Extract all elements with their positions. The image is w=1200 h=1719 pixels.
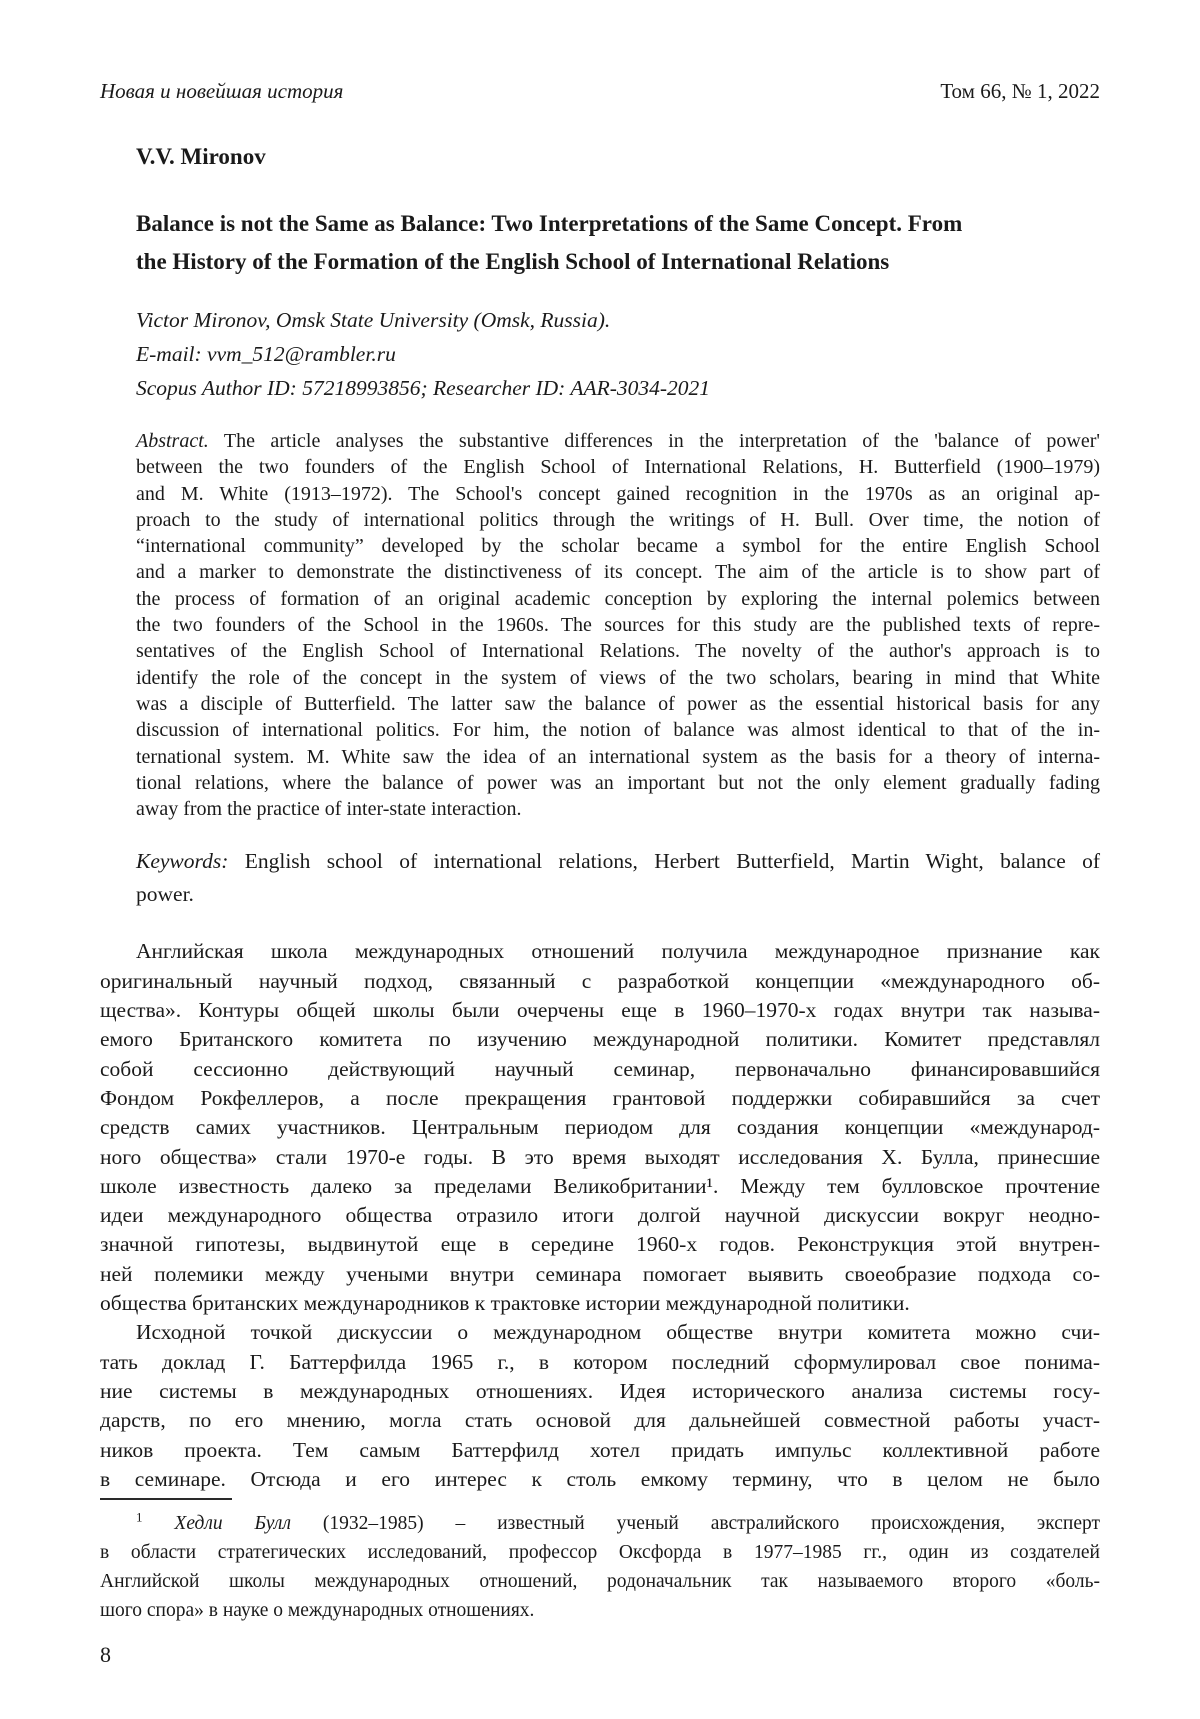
abstract-text-line: was a disciple of Butterfield. The latter saw the balance of power as the essential historical basis for any bbox=[136, 692, 1100, 715]
body-paragraph-1 bbox=[100, 937, 1100, 1318]
body-text-line: общества британских международников к трактовке истории международной политики. bbox=[100, 1291, 910, 1316]
abstract-text-line: ternational system. M. White saw the idea of an international system as the basis for a theory of interna- bbox=[136, 745, 1100, 768]
abstract-text-line: the two founders of the School in the 1960s. The sources for this study are the published texts of repre- bbox=[136, 614, 1100, 637]
abstract-text-line: sentatives of the English School of International Relations. The novelty of the author's approach is to bbox=[136, 640, 1100, 663]
affiliation-line: Victor Mironov, Omsk State University (Omsk, Russia). bbox=[136, 308, 611, 332]
keywords-first-line bbox=[136, 845, 1100, 878]
journal-name: Новая и новейшая история bbox=[100, 79, 344, 103]
abstract-text-line: “international community” developed by the scholar became a symbol for the entire English School bbox=[136, 535, 1100, 558]
body-text-line: ней полемики между учеными внутри семинара помогает выявить своеобразие подхода со- bbox=[100, 1261, 1100, 1286]
body-text-line: ного общества» стали 1970-е годы. В это время выходят исследования Х. Булла, принесшие bbox=[100, 1144, 1100, 1169]
author-name: V.V. Mironov bbox=[136, 144, 266, 169]
abstract-text-line: tional relations, where the balance of power was an important but not the only element gradually fading bbox=[136, 771, 1100, 794]
body-text-line: дарств, по его мнению, могла стать основой для дальнейшей совместной работы участ- bbox=[100, 1408, 1100, 1433]
footnote-marker: 1 bbox=[136, 1509, 143, 1525]
title-line: Balance is not the Same as Balance: Two Interpretations of the Same Concept. From bbox=[136, 211, 963, 236]
abstract-text-line: between the two founders of the English School of International Relations, H. Butterfield (1900–1979) bbox=[136, 456, 1100, 479]
page-number: 8 bbox=[100, 1642, 111, 1668]
article-title bbox=[136, 205, 1100, 281]
footnote-separator-rule bbox=[100, 1498, 232, 1500]
abstract-text-line: and a marker to demonstrate the distinctiveness of its concept. The aim of the article is to show part of bbox=[136, 561, 1100, 584]
body-text-line: собой сессионно действующий научный семинар, первоначально финансировавшийся bbox=[100, 1056, 1100, 1081]
footnote-first-line-text: (1932–1985) – известный ученый австралийского происхождения, эксперт bbox=[322, 1513, 1101, 1535]
title-line: the History of the Formation of the English School of International Relations bbox=[136, 249, 890, 274]
keywords-last-line: power. bbox=[136, 882, 194, 907]
body-text-line: оригинальный научный подход, связанный с разработкой концепции «международного об- bbox=[100, 968, 1100, 993]
affiliation-line: E-mail: vvm_512@rambler.ru bbox=[136, 342, 396, 366]
body-text-line: значной гипотезы, выдвинутой еще в середине 1960-х годов. Реконструкция этой внутрен- bbox=[100, 1232, 1100, 1257]
article-body bbox=[100, 937, 1100, 1494]
keywords-label: Keywords: bbox=[136, 849, 229, 874]
body-text-line: щества». Контуры общей школы были очерчены еще в 1960–1970-х годах внутри так называ- bbox=[100, 998, 1100, 1023]
body-text-line: ние системы в международных отношениях. Идея исторического анализа системы госу- bbox=[100, 1378, 1100, 1403]
body-text-line: идеи международного общества отразило итоги долгой научной дискуссии вокруг неодно- bbox=[100, 1203, 1100, 1228]
footnote-person-name: Хедли Булл bbox=[174, 1513, 291, 1535]
body-text-line: средств самих участников. Центральным периодом для создания концепции «международ- bbox=[100, 1115, 1100, 1140]
footnote-lines bbox=[100, 1538, 1100, 1625]
abstract-label: Abstract. bbox=[136, 430, 209, 452]
body-text-line: Английская школа международных отношений получила международное признание как bbox=[136, 939, 1100, 964]
footnote-text-line: шого спора» в науке о международных отношениях. bbox=[100, 1600, 535, 1622]
footnote-text-line: в области стратегических исследований, профессор Оксфорда в 1977–1985 гг., один из создателей bbox=[100, 1542, 1100, 1564]
body-paragraph-2 bbox=[100, 1318, 1100, 1494]
body-text-line: Фондом Рокфеллеров, а после прекращения грантовой поддержки собиравшийся за счет bbox=[100, 1085, 1100, 1110]
footnote-text-line: Английской школы международных отношений, родоначальник так называемого второго «боль- bbox=[100, 1571, 1100, 1593]
body-text-line: тать доклад Г. Баттерфилда 1965 г., в котором последний сформулировал свое понима- bbox=[100, 1349, 1100, 1374]
abstract-text-line: the process of formation of an original academic conception by exploring the internal polemics between bbox=[136, 587, 1100, 610]
running-header bbox=[100, 78, 1100, 104]
keywords-first-line-text: English school of international relations, Herbert Butterfield, Martin Wight, balance of bbox=[244, 849, 1101, 874]
affiliation-block bbox=[136, 303, 1100, 405]
body-text-line: емого Британского комитета по изучению международной политики. Комитет представлял bbox=[100, 1027, 1100, 1052]
keywords-section bbox=[136, 845, 1100, 911]
volume-issue-info: Том 66, № 1, 2022 bbox=[940, 79, 1100, 103]
affiliation-line: Scopus Author ID: 57218993856; Researcher ID: AAR-3034-2021 bbox=[136, 376, 711, 400]
abstract-text-line: and M. White (1913–1972). The School's concept gained recognition in the 1970s as an original ap- bbox=[136, 482, 1100, 505]
abstract-lines bbox=[136, 454, 1100, 822]
body-text-line: ников проекта. Тем самым Баттерфилд хотел придать импульс коллективной работе bbox=[100, 1437, 1100, 1462]
abstract-text-line: discussion of international politics. For him, the notion of balance was almost identical to that of the in- bbox=[136, 719, 1100, 742]
abstract-text-line: identify the role of the concept in the system of views of the two scholars, bearing in mind that White bbox=[136, 666, 1100, 689]
body-text-line: в семинаре. Отсюда и его интерес к столь емкому термину, что в целом не было bbox=[100, 1466, 1100, 1491]
footnote-first-line bbox=[100, 1509, 1100, 1538]
abstract-first-line bbox=[136, 428, 1100, 454]
abstract-text-line: proach to the study of international politics through the writings of H. Bull. Over time, the notion of bbox=[136, 508, 1100, 531]
body-text-line: школе известность далеко за пределами Великобритании¹. Между тем булловское прочтение bbox=[100, 1173, 1100, 1198]
abstract-text-line: away from the practice of inter-state interaction. bbox=[136, 798, 522, 821]
footnote-section bbox=[100, 1509, 1100, 1625]
english-metadata-block bbox=[136, 142, 1100, 911]
body-text-line: Исходной точкой дискуссии о международном обществе внутри комитета можно счи- bbox=[136, 1320, 1100, 1345]
abstract-section bbox=[136, 428, 1100, 822]
abstract-first-line-text: The article analyses the substantive differences in the interpretation of the 'balance of power' bbox=[223, 430, 1100, 452]
